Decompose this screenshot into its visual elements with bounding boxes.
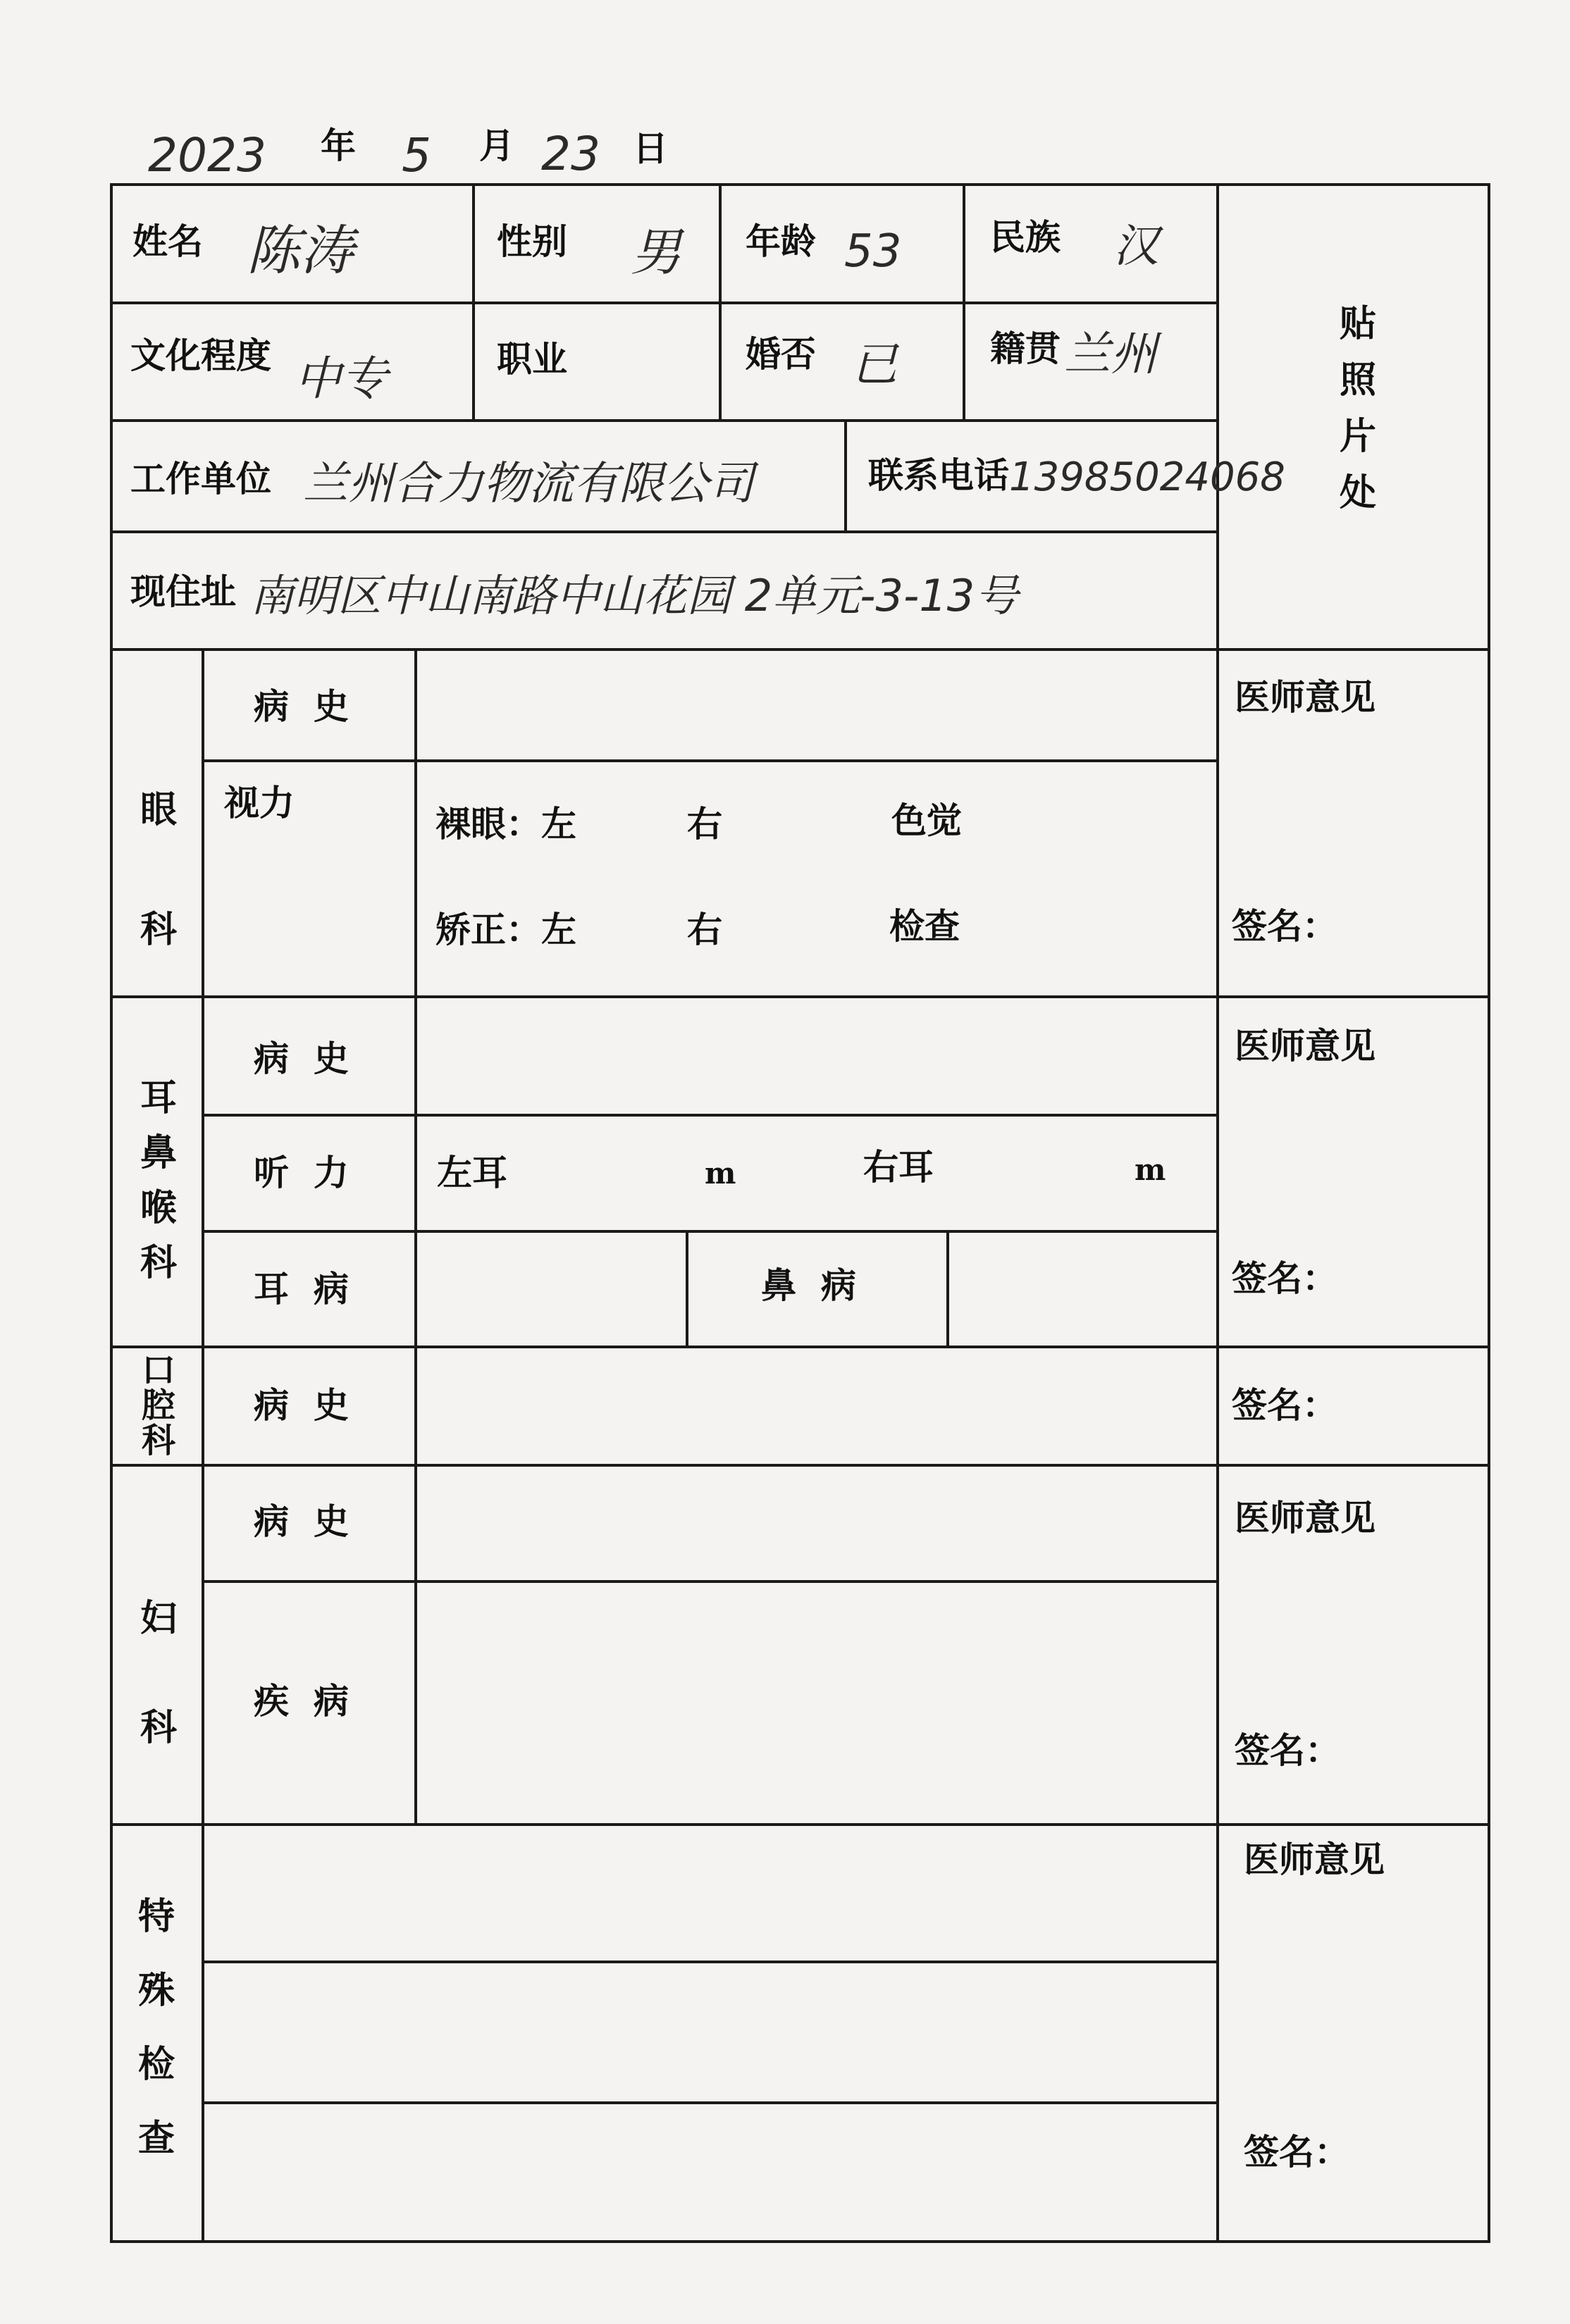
name-value: 陈涛 xyxy=(247,219,354,282)
gender-value: 男 xyxy=(631,223,682,282)
left-ear-unit: m xyxy=(705,1156,736,1191)
special-sign-label: 签名： xyxy=(1244,2131,1349,2173)
occupation-label: 职业 xyxy=(497,338,567,380)
oral-section-title: 口 腔 科 xyxy=(141,1350,175,1460)
marital-label: 婚否 xyxy=(746,333,816,375)
marital-value: 已 xyxy=(851,337,898,392)
gyn-disease-label: 疾 病 xyxy=(254,1680,349,1722)
photo-char: 片 xyxy=(1339,415,1376,458)
eye-history-label: 病 史 xyxy=(254,685,349,727)
origin-value: 兰州 xyxy=(1064,327,1157,381)
naked-right-label: 右 xyxy=(687,803,722,845)
gyn-sign-label: 签名： xyxy=(1235,1729,1340,1771)
hearing-label: 听 力 xyxy=(254,1152,349,1193)
ear-disease-label: 耳 病 xyxy=(254,1268,349,1310)
photo-char: 处 xyxy=(1339,471,1376,514)
date-month-label: 月 xyxy=(479,125,514,166)
address-value: 南明区中山南路中山花园 2单元-3-13号 xyxy=(250,570,1019,621)
gender-label: 性别 xyxy=(497,220,567,262)
work-unit-label: 工作单位 xyxy=(130,458,271,499)
ent-history-label: 病 史 xyxy=(254,1038,349,1079)
gyn-section-title: 妇 科 xyxy=(140,1597,177,1749)
eye-opinion-label: 医师意见 xyxy=(1235,676,1376,718)
address-label: 现住址 xyxy=(130,571,236,612)
right-ear-unit: m xyxy=(1135,1152,1166,1187)
name-label: 姓名 xyxy=(132,220,203,262)
age-label: 年龄 xyxy=(746,220,816,262)
gyn-opinion-label: 医师意见 xyxy=(1235,1497,1376,1539)
education-value: 中专 xyxy=(295,352,388,406)
gyn-history-label: 病 史 xyxy=(254,1500,349,1542)
date-day-label: 日 xyxy=(633,128,668,169)
vision-label: 视力 xyxy=(224,782,295,824)
education-label: 文化程度 xyxy=(130,335,271,376)
special-opinion-label: 医师意见 xyxy=(1244,1839,1385,1880)
oral-history-label: 病 史 xyxy=(254,1384,349,1426)
ethnicity-value: 汉 xyxy=(1113,220,1158,273)
ent-opinion-label: 医师意见 xyxy=(1235,1025,1376,1067)
date-month: 5 xyxy=(402,128,431,182)
photo-char: 贴 xyxy=(1339,302,1376,345)
color-vision-label: 色觉 xyxy=(891,800,962,841)
date-year: 2023 xyxy=(148,128,266,182)
ent-section-title: 耳 鼻 喉 科 xyxy=(140,1076,177,1284)
photo-char: 照 xyxy=(1339,359,1376,402)
ent-sign-label: 签名： xyxy=(1232,1257,1337,1299)
eye-sign-label: 签名： xyxy=(1232,905,1337,947)
eye-section-title: 眼 科 xyxy=(140,788,177,951)
age-value: 53 xyxy=(844,225,902,278)
date-year-label: 年 xyxy=(321,125,356,166)
naked-eye-label: 裸眼：左 xyxy=(435,803,576,845)
oral-sign-label: 签名： xyxy=(1232,1384,1337,1426)
ethnicity-label: 民族 xyxy=(990,216,1061,258)
corrected-label: 矫正：左 xyxy=(435,909,576,950)
phone-value: 13985024068 xyxy=(1009,454,1285,500)
right-ear-label: 右耳 xyxy=(863,1146,934,1188)
nose-disease-label: 鼻 病 xyxy=(761,1264,856,1306)
corrected-right-label: 右 xyxy=(687,909,722,950)
check-label: 检查 xyxy=(889,905,960,947)
left-ear-label: 左耳 xyxy=(437,1152,507,1193)
date-day: 23 xyxy=(541,127,600,181)
origin-label: 籍贯 xyxy=(990,328,1061,369)
phone-label: 联系电话 xyxy=(868,454,1009,496)
photo-placeholder xyxy=(1337,296,1379,521)
work-unit-value: 兰州合力物流有限公司 xyxy=(303,458,754,510)
special-section-title: 特 殊 检 查 xyxy=(137,1895,175,2160)
